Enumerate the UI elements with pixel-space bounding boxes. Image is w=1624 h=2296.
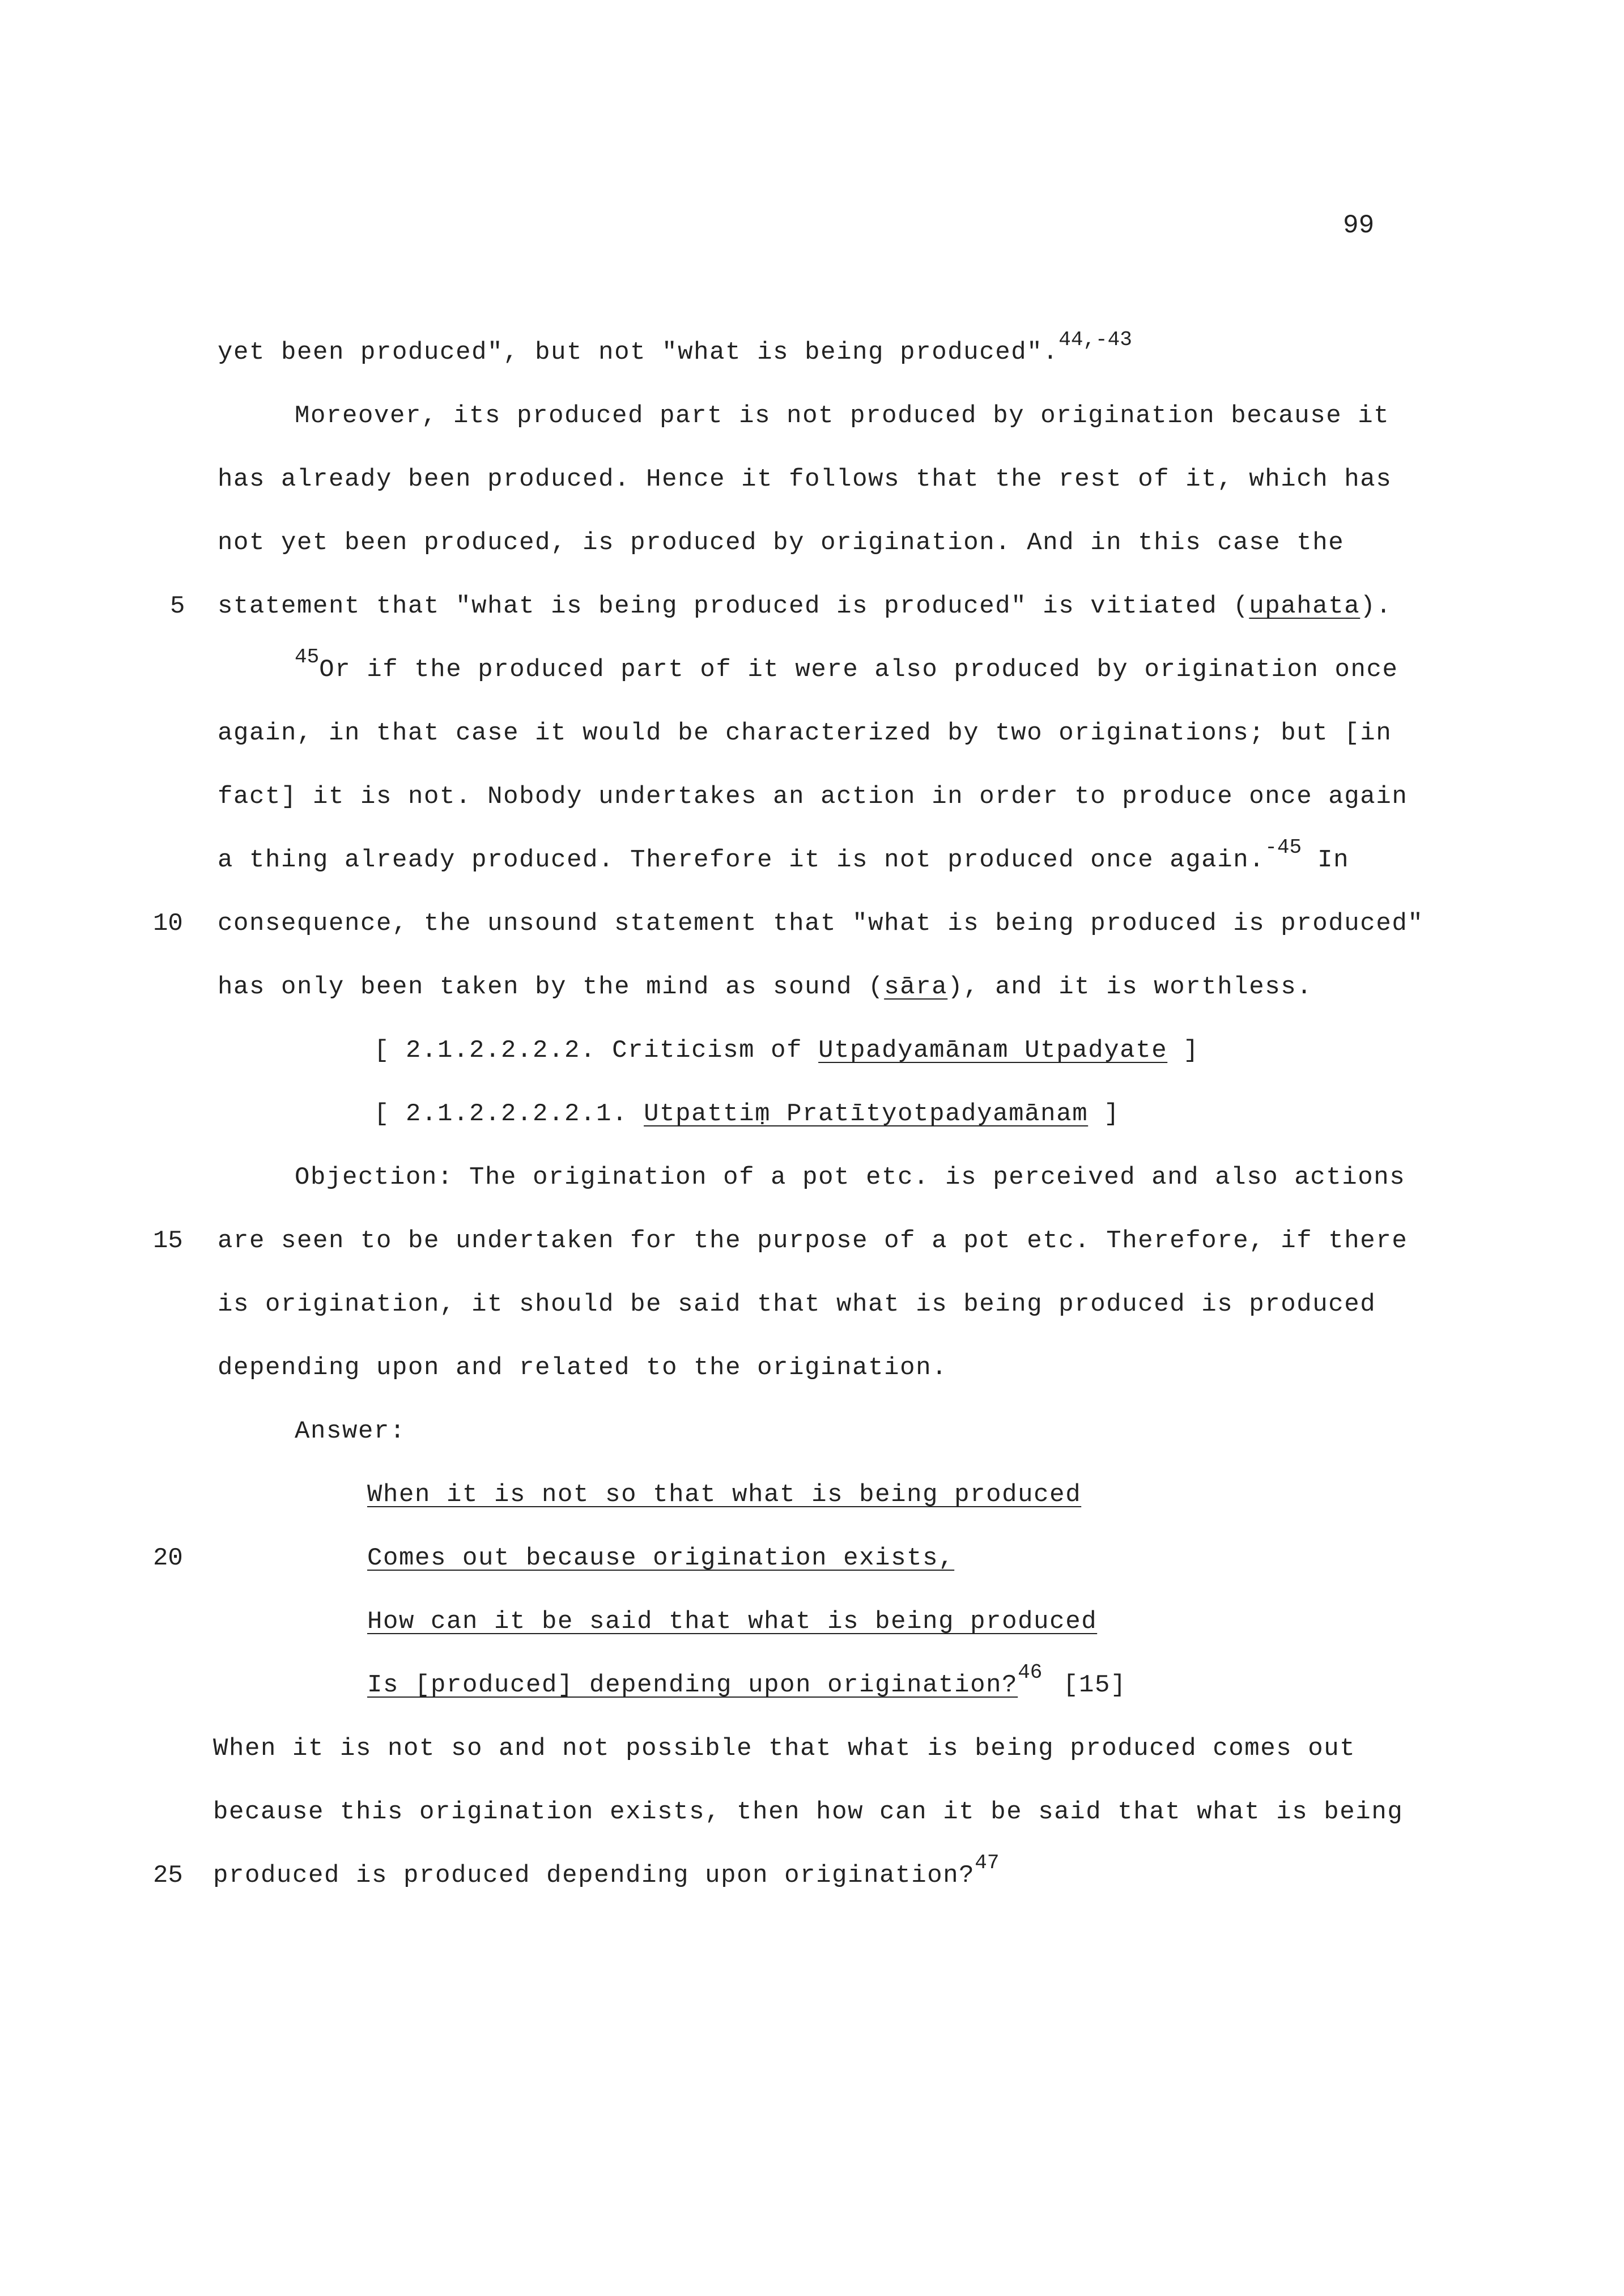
line-number: 20 <box>153 1544 183 1572</box>
line-text: has only been taken by the mind as sound ( <box>218 973 885 1001</box>
underlined-term: upahata <box>1249 592 1361 620</box>
verse-line <box>0 1653 1624 1717</box>
text-line <box>0 955 1624 1019</box>
line-text: When it is not so and not possible that what is being produced comes out <box>213 1734 1356 1763</box>
line-text: consequence, the unsound statement that "what is being produced is produced" <box>218 909 1424 938</box>
text-line <box>0 511 1624 575</box>
text-line <box>0 1273 1624 1336</box>
line-text: is origination, it should be said that what is being produced is produced <box>218 1290 1376 1319</box>
text-line <box>0 448 1624 511</box>
section-heading <box>0 1019 1624 1082</box>
text-line <box>0 1146 1624 1209</box>
verse-line <box>0 1527 1624 1590</box>
text-line <box>0 1400 1624 1463</box>
verse-text: When it is not so that what is being produced <box>367 1481 1082 1509</box>
line-number: 5 <box>170 592 185 620</box>
line-text: a thing already produced. Therefore it is not produced once again. <box>218 846 1265 874</box>
line-text: Answer: <box>295 1417 406 1445</box>
line-text: statement that "what is being produced is produced" is vitiated ( <box>218 592 1249 620</box>
text-line <box>0 384 1624 448</box>
line-text: yet been produced", but not "what is being produced". <box>218 338 1059 367</box>
line-text: depending upon and related to the origination. <box>218 1354 948 1382</box>
verse-text: How can it be said that what is being produced <box>367 1608 1098 1636</box>
line-text: ). <box>1360 592 1392 620</box>
text-line <box>0 575 1624 638</box>
line-text: produced is produced depending upon origination? <box>213 1861 975 1890</box>
verse-line <box>0 1463 1624 1527</box>
line-number: 25 <box>153 1861 183 1890</box>
page-number: 99 <box>1343 211 1375 240</box>
heading-text: [ 2.1.2.2.2.2. Criticism of <box>374 1036 819 1065</box>
text-line <box>0 321 1624 384</box>
line-text: because this origination exists, then how can it be said that what is being <box>213 1798 1404 1826</box>
footnote-ref: 45 <box>295 645 320 669</box>
heading-text: ] <box>1088 1100 1120 1128</box>
text-line <box>0 701 1624 765</box>
footnote-ref: 46 <box>1018 1661 1043 1684</box>
heading-title: Utpadyamānam Utpadyate <box>818 1036 1168 1065</box>
line-text: has already been produced. Hence it follows that the rest of it, which has <box>218 465 1392 494</box>
footnote-ref: 47 <box>975 1851 1000 1874</box>
verse-number: [15] <box>1063 1671 1127 1699</box>
subsection-heading <box>0 1082 1624 1146</box>
line-text: Objection: The origination of a pot etc. is perceived and also actions <box>295 1163 1406 1192</box>
line-text: fact] it is not. Nobody undertakes an action in order to produce once again <box>218 783 1408 811</box>
heading-text: ] <box>1167 1036 1200 1065</box>
text-line <box>0 765 1624 828</box>
line-text: Moreover, its produced part is not produced by origination because it <box>295 402 1390 430</box>
footnote-ref: 44,-43 <box>1058 328 1132 351</box>
line-text: are seen to be undertaken for the purpose of a pot etc. Therefore, if there <box>218 1227 1408 1255</box>
text-line <box>0 1209 1624 1273</box>
line-number: 15 <box>153 1227 183 1255</box>
heading-text: [ 2.1.2.2.2.2.1. <box>374 1100 644 1128</box>
line-text: not yet been produced, is produced by origination. And in this case the <box>218 529 1345 557</box>
line-text: In <box>1302 846 1350 874</box>
text-line <box>0 828 1624 892</box>
text-line <box>0 1717 1624 1780</box>
text-line <box>0 892 1624 955</box>
verse-line <box>0 1590 1624 1653</box>
footnote-ref: -45 <box>1265 836 1302 859</box>
line-text: Or if the produced part of it were also produced by origination once <box>319 656 1398 684</box>
text-line <box>0 1336 1624 1400</box>
text-line <box>0 638 1624 701</box>
heading-title: Utpattiṃ Pratītyotpadyamānam <box>644 1100 1089 1128</box>
verse-text: Is [produced] depending upon origination? <box>367 1671 1018 1699</box>
text-line <box>0 1780 1624 1844</box>
text-line <box>0 1844 1624 1907</box>
line-text: ), and it is worthless. <box>947 973 1313 1001</box>
verse-text: Comes out because origination exists, <box>367 1544 955 1572</box>
line-number: 10 <box>153 909 183 938</box>
underlined-term: sāra <box>884 973 948 1001</box>
line-text: again, in that case it would be characterized by two originations; but [in <box>218 719 1392 747</box>
